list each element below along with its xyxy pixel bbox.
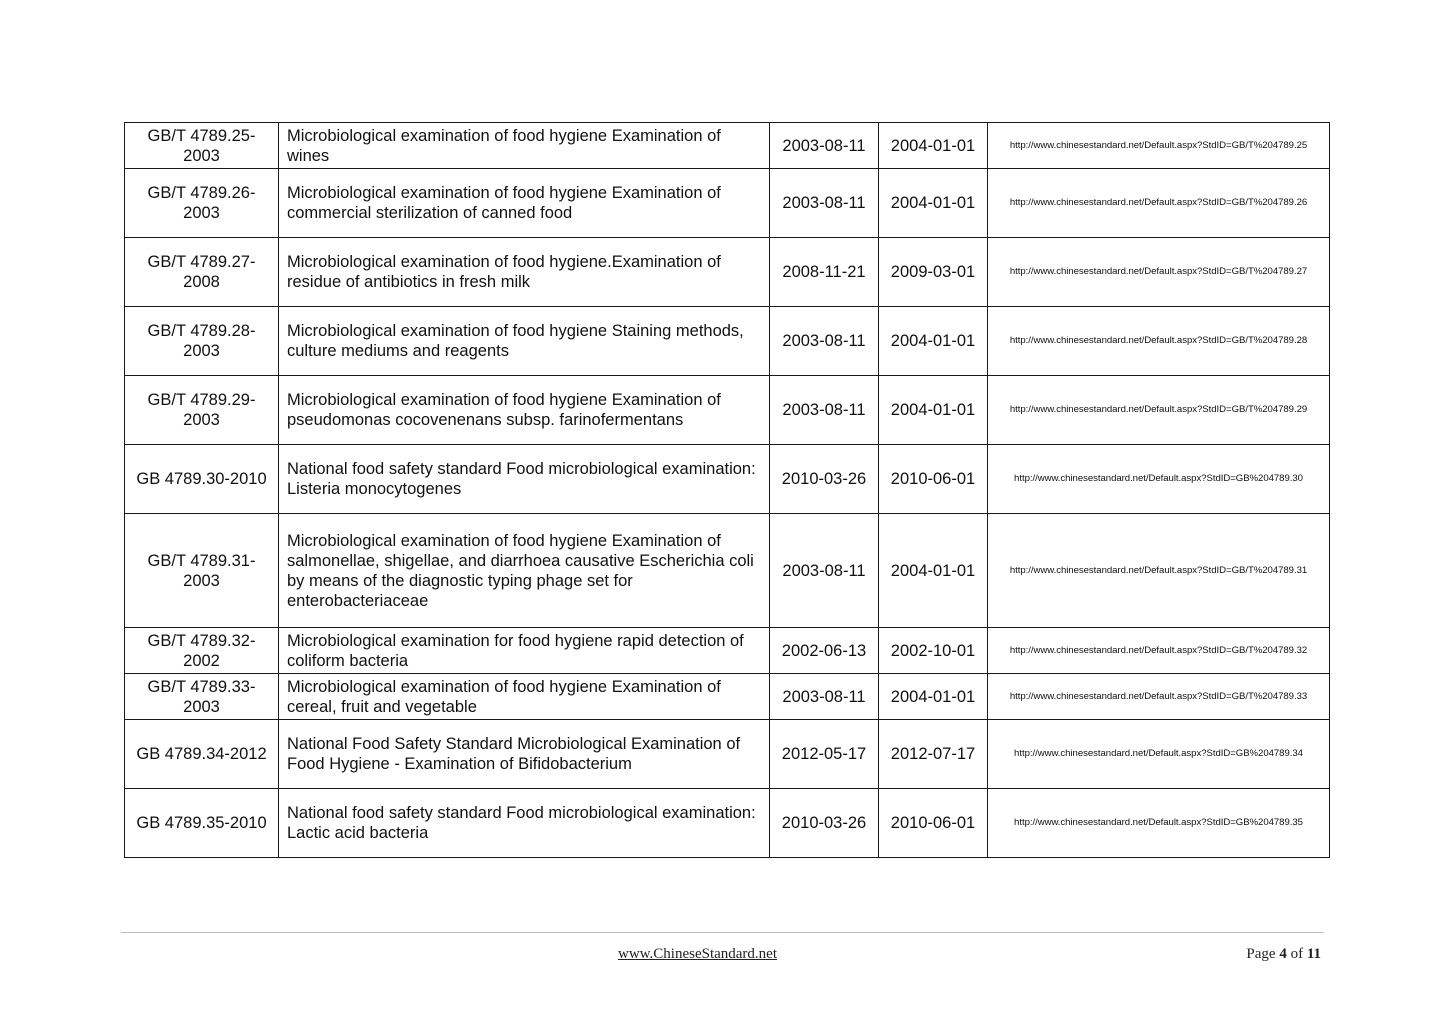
issue-date: 2003-08-11 — [770, 376, 879, 445]
standard-code: GB 4789.34-2012 — [125, 720, 279, 789]
footer-divider — [121, 932, 1324, 933]
effective-date: 2004-01-01 — [879, 514, 988, 628]
effective-date: 2009-03-01 — [879, 238, 988, 307]
issue-date: 2010-03-26 — [770, 789, 879, 858]
footer-site-link[interactable]: www.ChineseStandard.net — [618, 946, 777, 962]
standard-code: GB/T 4789.31-2003 — [125, 514, 279, 628]
standard-link[interactable]: http://www.chinesestandard.net/Default.aspx?StdID=GB%204789.30 — [988, 445, 1330, 514]
table-row — [125, 123, 1330, 169]
table-row — [125, 238, 1330, 307]
standard-link[interactable]: http://www.chinesestandard.net/Default.aspx?StdID=GB/T%204789.29 — [988, 376, 1330, 445]
standard-title: National food safety standard Food microbiological examination: Lactic acid bacteria — [279, 789, 770, 858]
standard-link[interactable]: http://www.chinesestandard.net/Default.aspx?StdID=GB/T%204789.33 — [988, 674, 1330, 720]
effective-date: 2010-06-01 — [879, 445, 988, 514]
table-row — [125, 169, 1330, 238]
standards-table — [124, 122, 1330, 858]
standard-title: Microbiological examination of food hygiene Examination of cereal, fruit and vegetable — [279, 674, 770, 720]
standard-code: GB/T 4789.26-2003 — [125, 169, 279, 238]
standard-link[interactable]: http://www.chinesestandard.net/Default.aspx?StdID=GB%204789.35 — [988, 789, 1330, 858]
effective-date: 2010-06-01 — [879, 789, 988, 858]
issue-date: 2003-08-11 — [770, 169, 879, 238]
standard-title: Microbiological examination of food hygiene Examination of commercial sterilization of canned food — [279, 169, 770, 238]
table-row — [125, 307, 1330, 376]
standard-code: GB/T 4789.33-2003 — [125, 674, 279, 720]
standard-title: Microbiological examination for food hygiene rapid detection of coliform bacteria — [279, 628, 770, 674]
effective-date: 2012-07-17 — [879, 720, 988, 789]
page-prefix: Page — [1246, 946, 1276, 962]
page-of: of — [1290, 946, 1304, 962]
issue-date: 2003-08-11 — [770, 514, 879, 628]
issue-date: 2010-03-26 — [770, 445, 879, 514]
standards-table-body — [125, 123, 1330, 858]
standard-link[interactable]: http://www.chinesestandard.net/Default.aspx?StdID=GB/T%204789.25 — [988, 123, 1330, 169]
standard-link[interactable]: http://www.chinesestandard.net/Default.aspx?StdID=GB/T%204789.26 — [988, 169, 1330, 238]
table-row — [125, 789, 1330, 858]
standard-code: GB 4789.35-2010 — [125, 789, 279, 858]
standard-title: National Food Safety Standard Microbiological Examination of Food Hygiene - Examination of Bifidobacterium — [279, 720, 770, 789]
issue-date: 2012-05-17 — [770, 720, 879, 789]
standard-code: GB/T 4789.32-2002 — [125, 628, 279, 674]
issue-date: 2003-08-11 — [770, 674, 879, 720]
standard-code: GB/T 4789.27-2008 — [125, 238, 279, 307]
effective-date: 2004-01-01 — [879, 307, 988, 376]
table-row — [125, 376, 1330, 445]
standard-title: Microbiological examination of food hygiene Examination of wines — [279, 123, 770, 169]
standard-title: Microbiological examination of food hygiene.Examination of residue of antibiotics in fresh milk — [279, 238, 770, 307]
table-row — [125, 514, 1330, 628]
issue-date: 2002-06-13 — [770, 628, 879, 674]
standard-code: GB/T 4789.28-2003 — [125, 307, 279, 376]
standard-title: Microbiological examination of food hygiene Staining methods, culture mediums and reagents — [279, 307, 770, 376]
table-row — [125, 674, 1330, 720]
standard-title: Microbiological examination of food hygiene Examination of salmonellae, shigellae, and diarrhoea causative Escherichia coli by means of the diagnostic typing phage set for enterobacteriaceae — [279, 514, 770, 628]
standard-link[interactable]: http://www.chinesestandard.net/Default.aspx?StdID=GB/T%204789.28 — [988, 307, 1330, 376]
table-row — [125, 445, 1330, 514]
table-row — [125, 628, 1330, 674]
effective-date: 2004-01-01 — [879, 674, 988, 720]
standard-link[interactable]: http://www.chinesestandard.net/Default.aspx?StdID=GB/T%204789.32 — [988, 628, 1330, 674]
effective-date: 2004-01-01 — [879, 123, 988, 169]
effective-date: 2004-01-01 — [879, 169, 988, 238]
page-current: 4 — [1279, 946, 1287, 962]
standard-code: GB/T 4789.29-2003 — [125, 376, 279, 445]
issue-date: 2003-08-11 — [770, 307, 879, 376]
standard-link[interactable]: http://www.chinesestandard.net/Default.aspx?StdID=GB/T%204789.31 — [988, 514, 1330, 628]
table-row — [125, 720, 1330, 789]
standard-code: GB 4789.30-2010 — [125, 445, 279, 514]
standard-link[interactable]: http://www.chinesestandard.net/Default.aspx?StdID=GB%204789.34 — [988, 720, 1330, 789]
page-indicator — [1246, 946, 1321, 963]
issue-date: 2008-11-21 — [770, 238, 879, 307]
effective-date: 2002-10-01 — [879, 628, 988, 674]
standard-link[interactable]: http://www.chinesestandard.net/Default.aspx?StdID=GB/T%204789.27 — [988, 238, 1330, 307]
standard-title: National food safety standard Food microbiological examination: Listeria monocytogenes — [279, 445, 770, 514]
issue-date: 2003-08-11 — [770, 123, 879, 169]
effective-date: 2004-01-01 — [879, 376, 988, 445]
standard-code: GB/T 4789.25-2003 — [125, 123, 279, 169]
page-total: 11 — [1306, 946, 1321, 962]
standard-title: Microbiological examination of food hygiene Examination of pseudomonas cocovenenans subsp. farinofermentans — [279, 376, 770, 445]
